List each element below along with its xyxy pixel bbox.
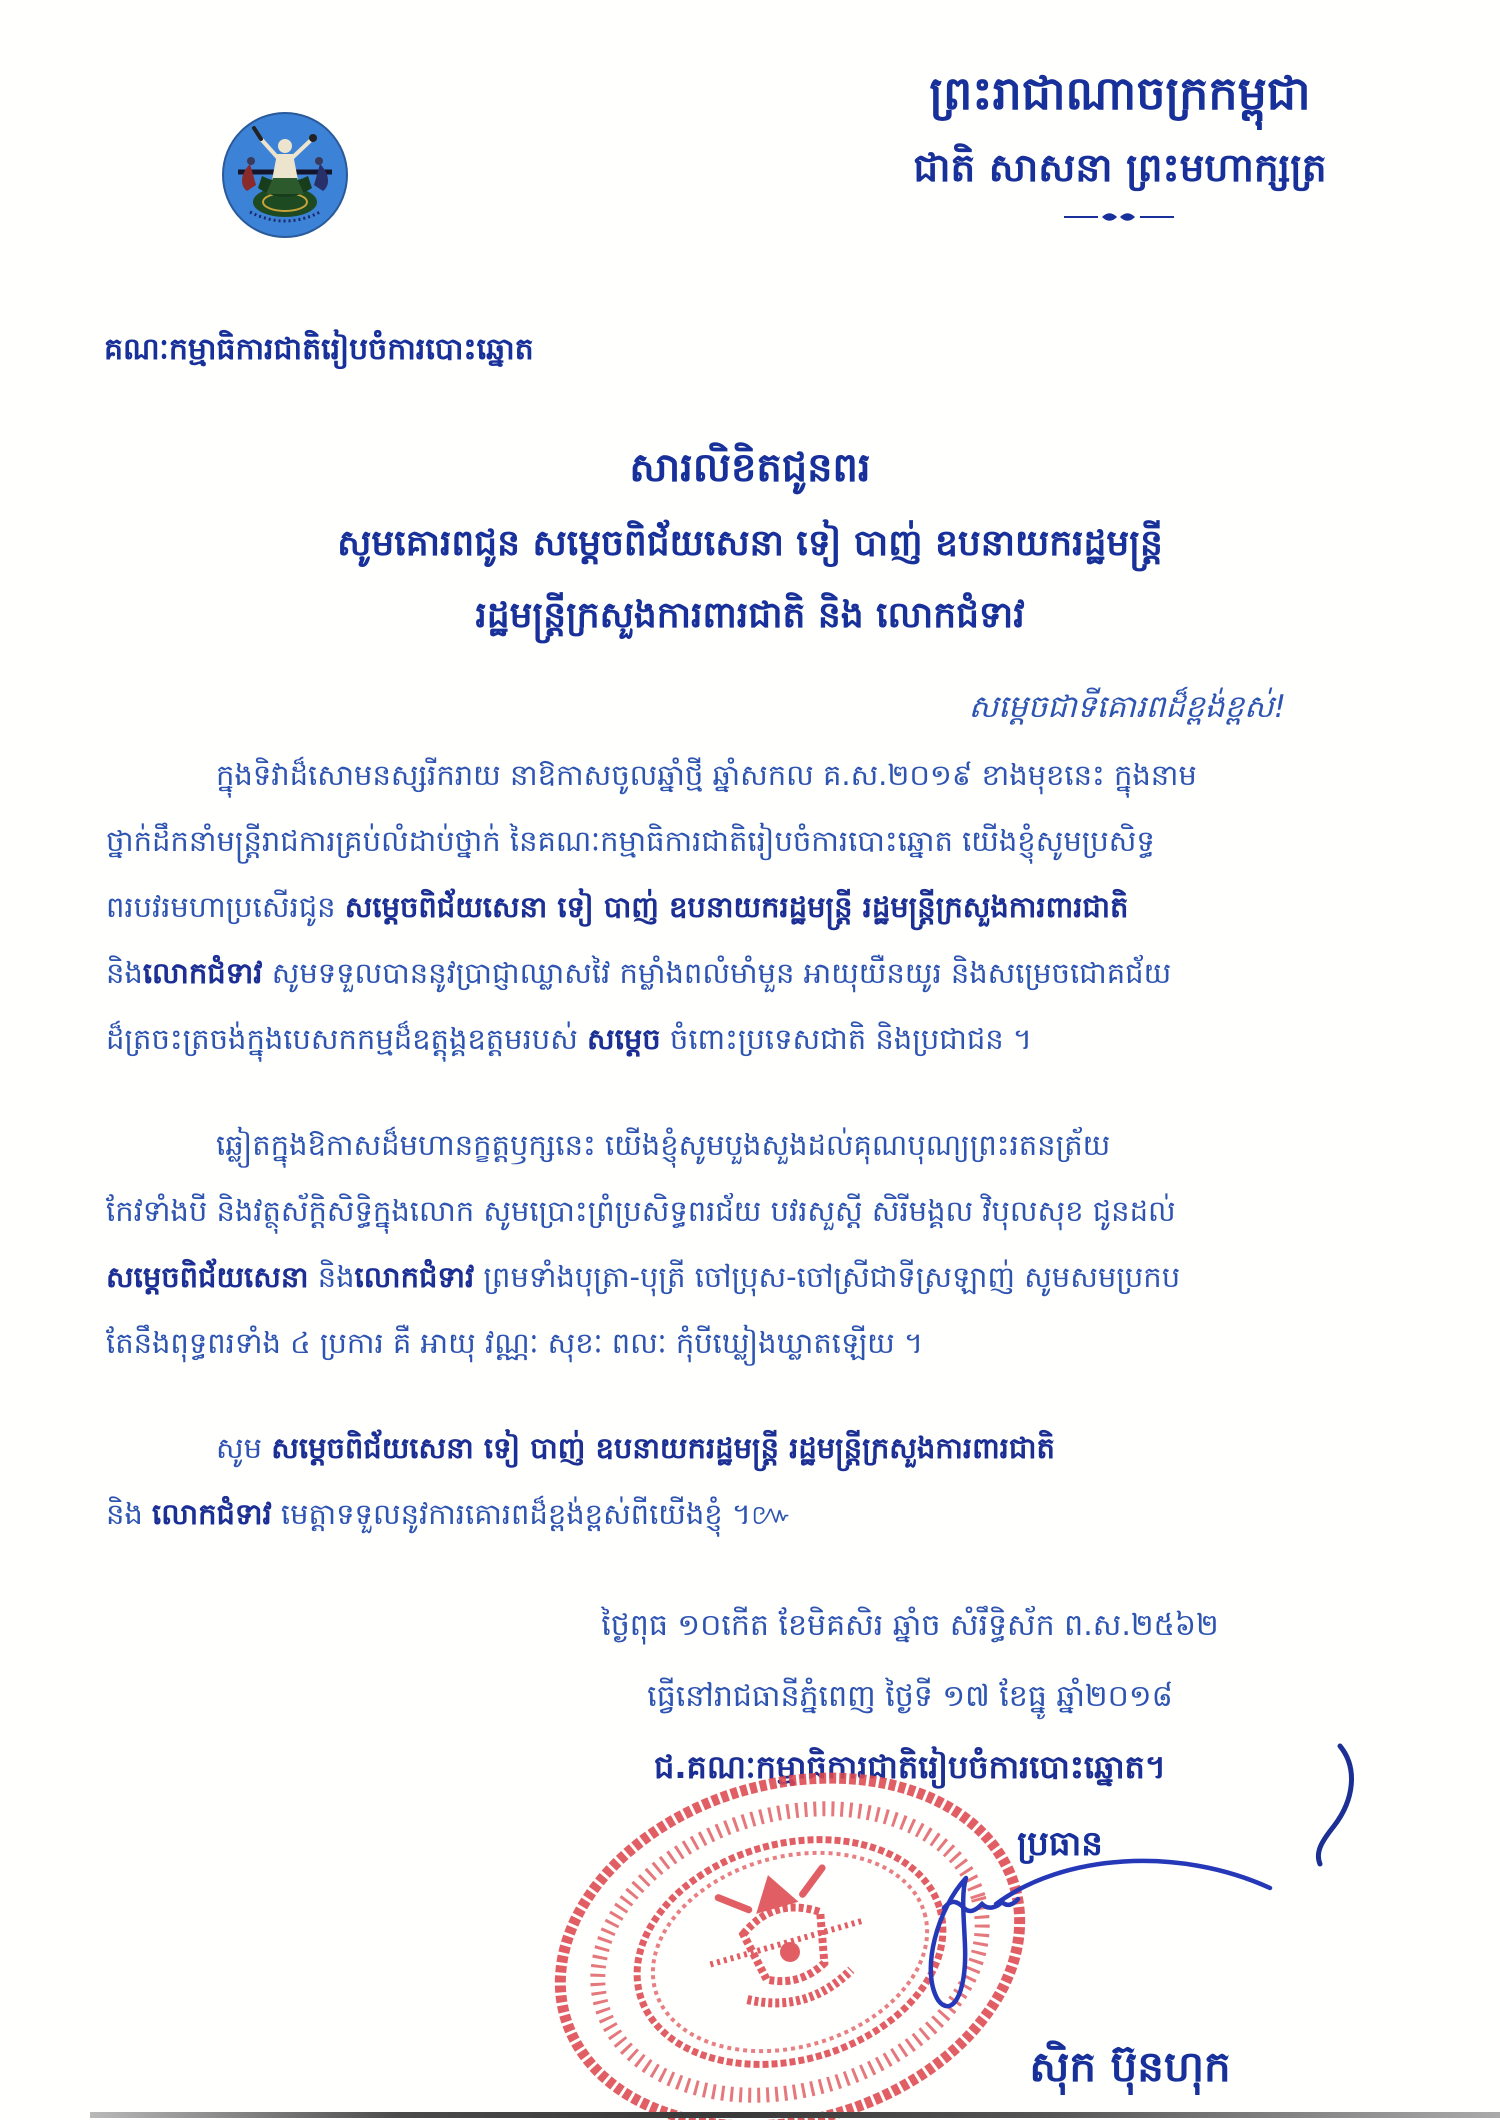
body-text-line: និង លោកជំទាវ មេត្តាទទួលនូវការគោរពដ៏ខ្ពង់ខ្ពស់ពីយើងខ្ញុំ ។៚ bbox=[106, 1497, 793, 1531]
paragraph-1 bbox=[106, 742, 1400, 1072]
paragraph-2 bbox=[106, 1112, 1400, 1376]
body-text-line: ក្នុងទិវាដ៏សោមនស្សរីករាយ នាឱកាសចូលឆ្នាំថ្មី ឆ្នាំសកល គ.ស.២០១៩ ខាងមុខនេះ ក្នុងនាម bbox=[216, 758, 1197, 792]
committee-closing-line: ជ.គណៈកម្មាធិការជាតិរៀបចំការបោះឆ្នោត។ bbox=[654, 1748, 1166, 1786]
letter-addressee-line1: សូមគោរពជូន សម្ដេចពិជ័យសេនា ទៀ បាញ់ ឧបនាយករដ្ឋមន្ត្រី bbox=[337, 523, 1163, 564]
paragraph-3 bbox=[106, 1415, 1400, 1547]
nec-emblem-icon bbox=[220, 110, 350, 240]
place-date-line: ធ្វើនៅរាជធានីភ្នំពេញ ថ្ងៃទី ១៧ ខែធ្នូ ឆ្នាំ២០១៨ bbox=[647, 1679, 1173, 1714]
signer-name: ស៊ិក ប៊ុនហុក bbox=[1029, 2042, 1231, 2091]
kingdom-motto-line2: ជាតិ សាសនា ព្រះមហាក្សត្រ bbox=[913, 146, 1327, 191]
letter-title-block bbox=[0, 436, 1500, 646]
signer-title: ប្រធាន bbox=[1017, 1824, 1103, 1864]
handwritten-signature-icon bbox=[848, 1838, 1278, 2033]
salutation: សម្ដេចជាទីគោរពដ៏ខ្ពង់ខ្ពស់! bbox=[968, 689, 1286, 725]
nec-emblem-logo bbox=[220, 110, 350, 240]
kingdom-motto-line1: ព្រះរាជាណាចក្រកម្ពុជា bbox=[929, 66, 1311, 120]
body-text-line: និងលោកជំទាវ សូមទទួលបាននូវប្រាជ្ញាឈ្លាសវៃ កម្លាំងពលំមាំមួន អាយុយឺនយូរ និងសម្រេចជោគជ័យ bbox=[106, 956, 1172, 990]
letter-title: សារលិខិតជូនពរ bbox=[629, 445, 871, 491]
kingdom-header bbox=[810, 60, 1430, 227]
body-text-line: កែវទាំងបី និងវត្ថុស័ក្តិសិទ្ធិក្នុងលោក សូមប្រោះព្រំប្រសិទ្ធពរជ័យ បវរសួស្តី សិរីមង្គល វិបុលសុខ ជូនដល់ bbox=[106, 1194, 1176, 1228]
organization-name: គណៈកម្មាធិការជាតិរៀបចំការបោះឆ្នោត bbox=[104, 332, 534, 367]
body-text-line: សម្ដេចពិជ័យសេនា និងលោកជំទាវ ព្រមទាំងបុត្រា-បុត្រី ចៅប្រុស-ចៅស្រីជាទីស្រឡាញ់ សូមសមប្រកប bbox=[106, 1260, 1181, 1294]
scan-edge-artifact bbox=[90, 2112, 1500, 2118]
body-text-line: ឆ្លៀតក្នុងឱកាសដ៏មហានក្ខត្តឫក្សនេះ យើងខ្ញុំសូមបួងសួងដល់គុណបុណ្យព្រះរតនត្រ័យ bbox=[216, 1128, 1111, 1162]
pen-flourish-icon bbox=[1282, 1738, 1362, 1870]
lunar-date-line: ថ្ងៃពុធ ១០កើត ខែមិគសិរ ឆ្នាំច សំរឹទ្ធិស័ក ព.ស.២៥៦២ bbox=[601, 1608, 1219, 1643]
body-text-line: ពរបវរមហាប្រសើរជូន សម្ដេចពិជ័យសេនា ទៀ បាញ់ ឧបនាយករដ្ឋមន្ត្រី រដ្ឋមន្ត្រីក្រសួងការពារជាតិ bbox=[106, 890, 1129, 924]
body-text-line: ដ៏ត្រចះត្រចង់ក្នុងបេសកកម្មដ៏ឧត្តុង្គឧត្តមរបស់ សម្ដេច ចំពោះប្រទេសជាតិ និងប្រជាជន ។ bbox=[106, 1022, 1033, 1056]
body-text-line: សូម សម្ដេចពិជ័យសេនា ទៀ បាញ់ ឧបនាយករដ្ឋមន្ត្រី រដ្ឋមន្ត្រីក្រសួងការពារជាតិ bbox=[216, 1431, 1055, 1465]
header-divider-icon bbox=[810, 208, 1430, 227]
letter-addressee-line2: រដ្ឋមន្ត្រីក្រសួងការពារជាតិ និង លោកជំទាវ bbox=[475, 595, 1025, 636]
body-text-line: តែនឹងពុទ្ធពរទាំង ៤ ប្រការ គឺ អាយុ វណ្ណៈ សុខៈ ពលៈ កុំបីឃ្លៀងឃ្លាតឡើយ ។ bbox=[106, 1326, 924, 1360]
body-text-line: ថ្នាក់ដឹកនាំមន្ត្រីរាជការគ្រប់លំដាប់ថ្នាក់ នៃគណៈកម្មាធិការជាតិរៀបចំការបោះឆ្នោត យើងខ្ញុំសូមប្រសិទ្ធ bbox=[106, 824, 1155, 858]
